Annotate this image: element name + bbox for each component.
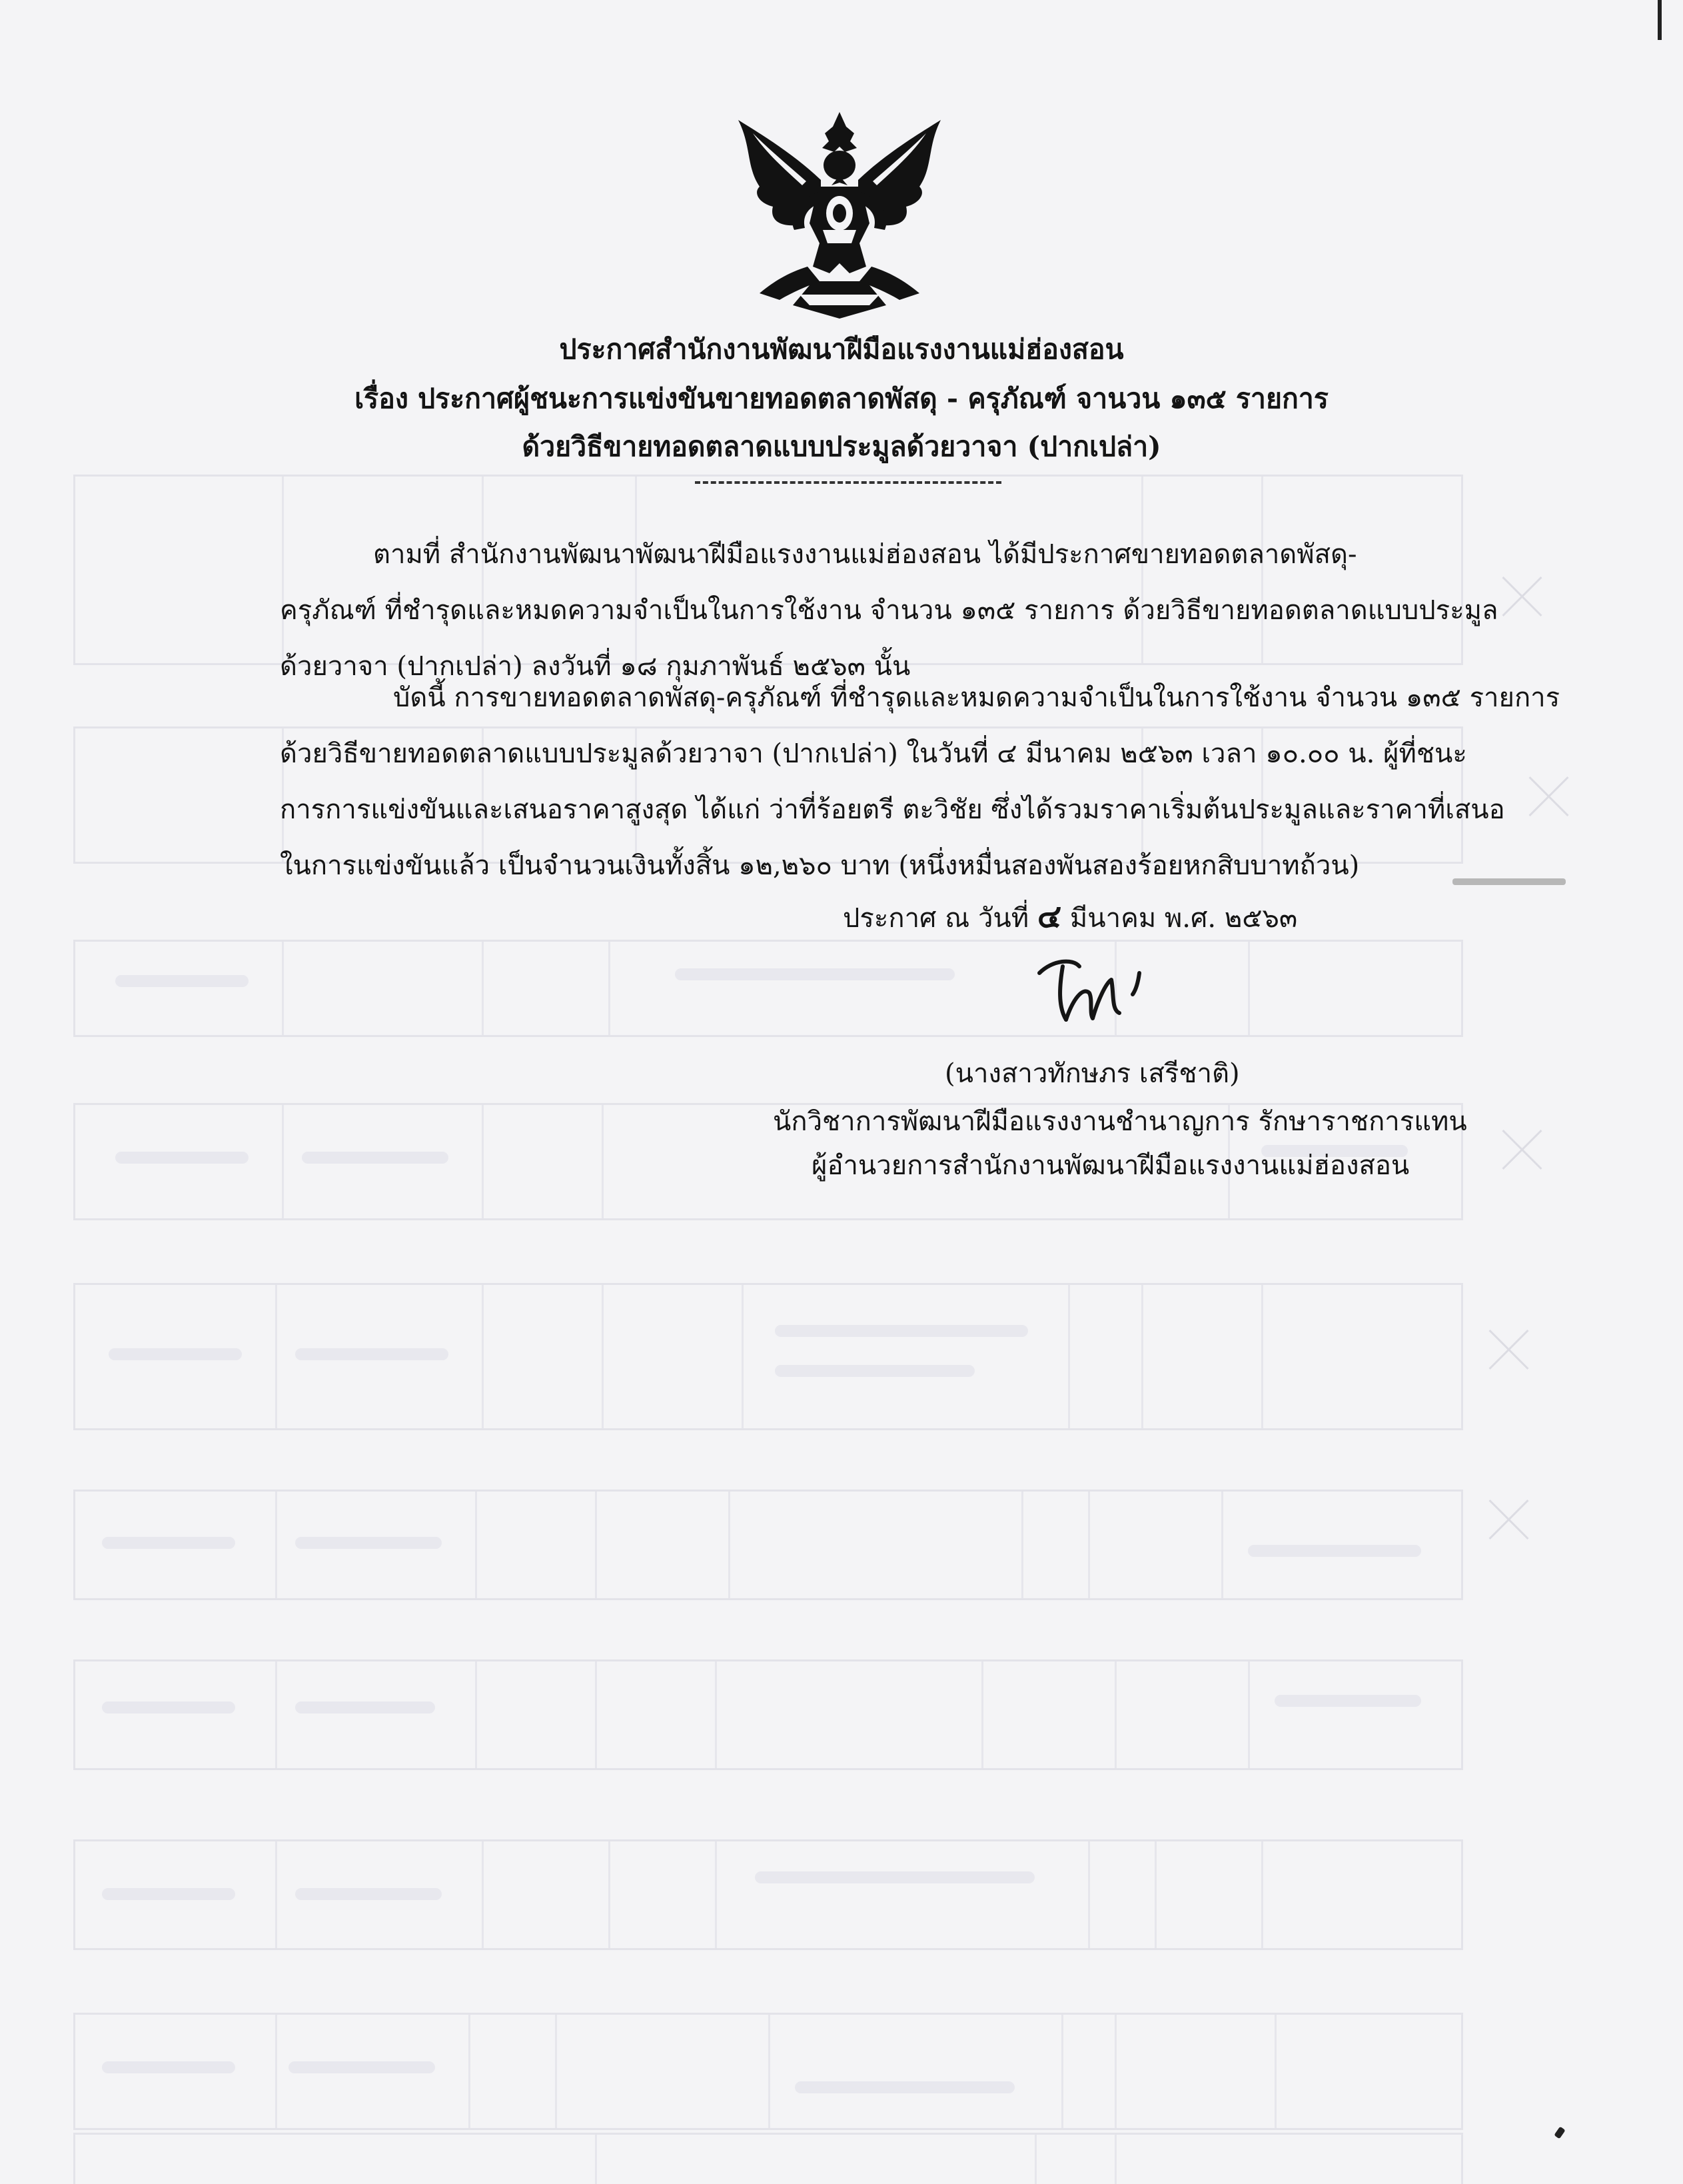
handwritten-signature-icon (1026, 946, 1159, 1033)
bleed-through-x-icon (1486, 1496, 1532, 1543)
announcement-day: ๔ (1037, 898, 1062, 935)
title-divider (695, 481, 1001, 484)
paragraph-line: ครุภัณฑ์ ที่ชำรุดและหมดความจำเป็นในการใช้งาน จำนวน ๑๓๕ รายการ ด้วยวิธีขายทอดตลาดแบบประมูล (280, 595, 1498, 626)
scan-artifact (1452, 878, 1566, 885)
garuda-emblem-icon (733, 107, 946, 323)
signer-name: (นางสาวทักษภร เสรีชาติ) (945, 1058, 1240, 1089)
document-subject-method: ด้วยวิธีขายทอดตลาดแบบประมูลด้วยวาจา (ปากเปล่า) (522, 431, 1161, 463)
document-subject: เรื่อง ประกาศผู้ชนะการแข่งขันขายทอดตลาดพัสดุ - ครุภัณฑ์ จานวน ๑๓๕ รายการ (354, 383, 1329, 415)
bleed-through-row (73, 2013, 1463, 2130)
bleed-through-row (73, 1659, 1463, 1770)
document-title: ประกาศสำนักงานพัฒนาฝีมือแรงงานแม่ฮ่องสอน (559, 333, 1124, 365)
paragraph-result (280, 670, 1560, 894)
paragraph-line: การการแข่งขันและเสนอราคาสูงสุด ได้แก่ ว่าที่ร้อยตรี ตะวิชัย ซึ่งได้รวมราคาเริ่มต้นประมูลและราคาที่เสนอ (280, 794, 1505, 825)
paragraph-line: ในการแข่งขันแล้ว เป็นจำนวนเงินทั้งสิ้น ๑๒,๒๖๐ บาท (หนึ่งหมื่นสองพันสองร้อยหกสิบบาทถ้วน) (280, 850, 1360, 881)
announcement-month-year: มีนาคม พ.ศ. ๒๕๖๓ (1069, 903, 1298, 934)
signer-position-acting: ผู้อำนวยการสำนักงานพัฒนาฝีมือแรงงานแม่ฮ่องสอน (812, 1150, 1410, 1181)
bleed-through-x-icon (1499, 573, 1546, 620)
paragraph-line: บัดนี้ การขายทอดตลาดพัสดุ-ครุภัณฑ์ ที่ชำรุดและหมดความจำเป็นในการใช้งาน จำนวน ๑๓๕ รายการ (393, 682, 1560, 713)
bleed-through-row (73, 2133, 1463, 2184)
paragraph-line: ด้วยวิธีขายทอดตลาดแบบประมูลด้วยวาจา (ปากเปล่า) ในวันที่ ๔ มีนาคม ๒๕๖๓ เวลา ๑๐.๐๐ น. ผู้ที่ชนะ (280, 738, 1467, 769)
scan-artifact (1658, 0, 1662, 40)
paragraph-line: ตามที่ สำนักงานพัฒนาพัฒนาฝีมือแรงงานแม่ฮ่องสอน ได้มีประกาศขายทอดตลาดพัสดุ- (373, 539, 1357, 570)
announcement-date (843, 891, 1297, 942)
bleed-through-x-icon (1486, 1326, 1532, 1373)
bleed-through-x-icon (1526, 773, 1572, 820)
bleed-through-row (73, 1839, 1463, 1950)
bleed-through-row (73, 1283, 1463, 1430)
bleed-through-row (73, 940, 1463, 1037)
announcement-prefix: ประกาศ ณ วันที่ (843, 903, 1029, 934)
bleed-through-row (73, 1490, 1463, 1600)
paragraph-line: ด้วยวาจา (ปากเปล่า) ลงวันที่ ๑๘ กุมภาพันธ์ ๒๕๖๓ นั้น (280, 651, 911, 682)
signer-position: นักวิชาการพัฒนาฝีมือแรงงานชำนาญการ รักษาราชการแทน (773, 1106, 1467, 1137)
scan-artifact (1554, 2127, 1565, 2139)
bleed-through-x-icon (1499, 1126, 1546, 1173)
